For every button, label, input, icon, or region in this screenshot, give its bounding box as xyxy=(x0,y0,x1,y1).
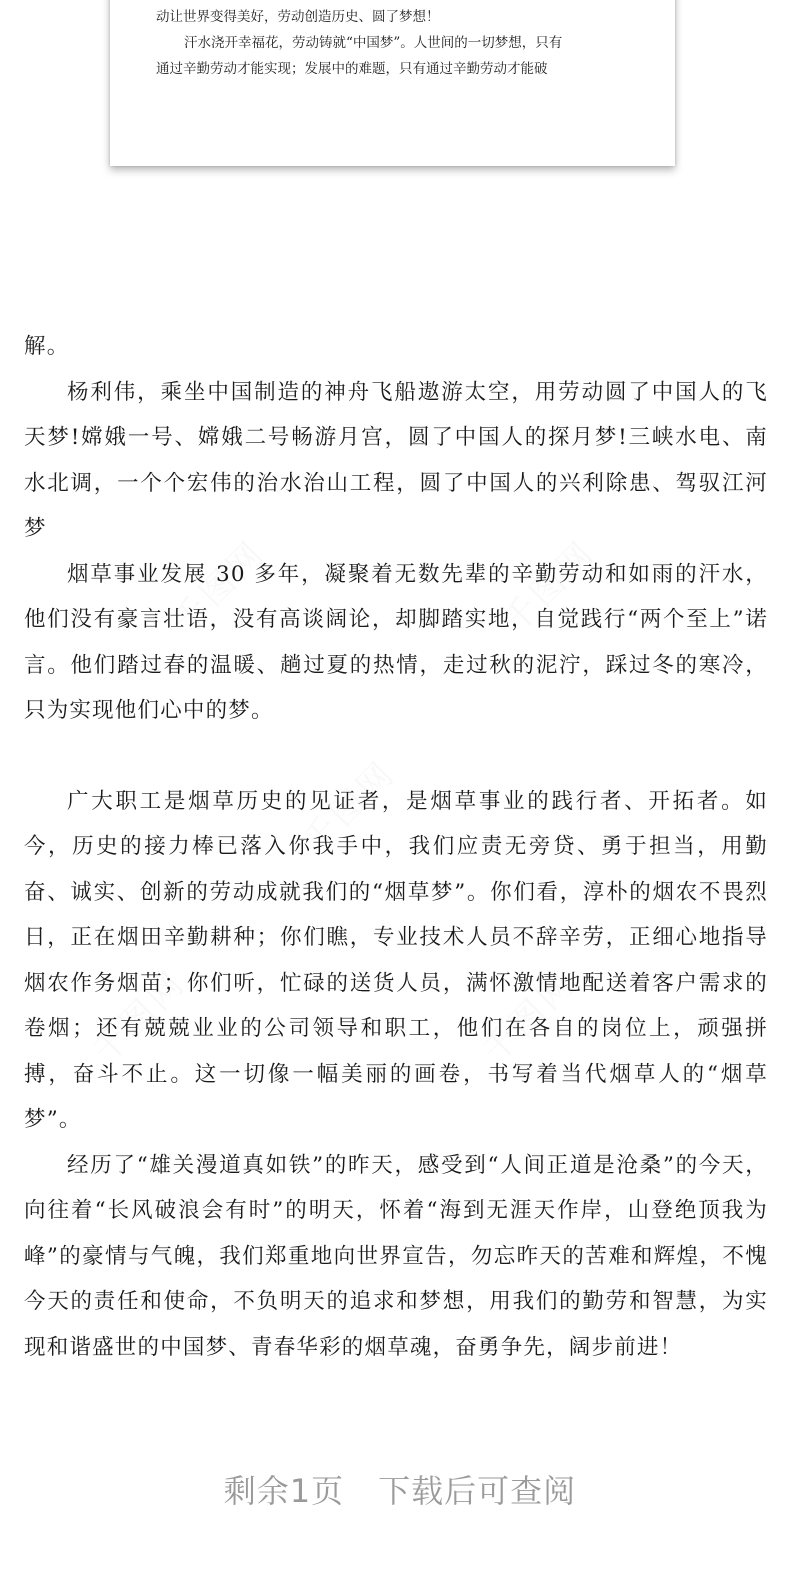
watermark: 千图网 xyxy=(165,532,274,642)
preview-line: 通过辛勤劳动才能实现；发展中的难题，只有通过辛勤劳动才能破 xyxy=(156,61,548,77)
paragraph-gap xyxy=(24,734,768,779)
paragraph: 经历了“雄关漫道真如铁”的昨天，感受到“人间正道是沧桑”的今天，向往着“长风破浪会有时”的明天，怀着“海到无涯天作岸，山登绝顶我为峰”的豪情与气魄，我们郑重地向世界宣告，勿忘昨天的苦难和辉煌，不愧今天的责任和使命，不负明天的追求和梦想，用我们的勤劳和智慧，为实现和谐盛世的中国梦、青春华彩的烟草魂，奋勇争先，阔步前进！ xyxy=(24,1152,768,1360)
page-preview-card xyxy=(110,0,675,166)
paragraph: 烟草事业发展 30 多年，凝聚着无数先辈的辛勤劳动和如雨的汗水，他们没有豪言壮语，没有高谈阔论，却脚踏实地，自觉践行“两个至上”诺言。他们踏过春的温暖、趟过夏的热情，走过秋的泥泞，踩过冬的寒冷，只为实现他们心中的梦。 xyxy=(24,561,768,723)
paragraph: 解。 xyxy=(24,334,70,359)
document-body xyxy=(24,324,768,1370)
paragraph: 杨利伟，乘坐中国制造的神舟飞船遨游太空，用劳动圆了中国人的飞天梦!嫦娥一号、嫦娥二号畅游月宫，圆了中国人的探月梦!三峡水电、南水北调，一个个宏伟的治水治山工程，圆了中国人的兴利除患、驾驭江河梦 xyxy=(24,379,768,541)
remaining-pages-label: 剩余1页 xyxy=(223,1472,345,1510)
paragraph: 广大职工是烟草历史的见证者，是烟草事业的践行者、开拓者。如今，历史的接力棒已落入你我手中，我们应责无旁贷、勇于担当，用勤奋、诚实、创新的劳动成就我们的“烟草梦”。你们看，淳朴的烟农不畏烈日，正在烟田辛勤耕种；你们瞧，专业技术人员不辞辛劳，正细心地指导烟农作务烟苗；你们听，忙碌的送货人员，满怀激情地配送着客户需求的卷烟；还有兢兢业业的公司领导和职工，他们在各自的岗位上，顽强拼搏，奋斗不止。这一切像一幅美丽的画卷，书写着当代烟草人的“烟草梦”。 xyxy=(24,788,768,1132)
download-prompt[interactable] xyxy=(0,1466,800,1512)
download-to-view-label[interactable]: 下载后可查阅 xyxy=(378,1472,577,1510)
watermark: 千图网 xyxy=(495,532,604,642)
watermark: 千图网 xyxy=(85,962,194,1072)
watermark: 千图网 xyxy=(475,962,584,1072)
preview-line: 汗水浇开幸福花，劳动铸就“中国梦”。人世间的一切梦想，只有 xyxy=(184,35,563,51)
watermark: 千图网 xyxy=(295,752,404,862)
preview-line: 动让世界变得美好，劳动创造历史、圆了梦想！ xyxy=(156,9,440,25)
